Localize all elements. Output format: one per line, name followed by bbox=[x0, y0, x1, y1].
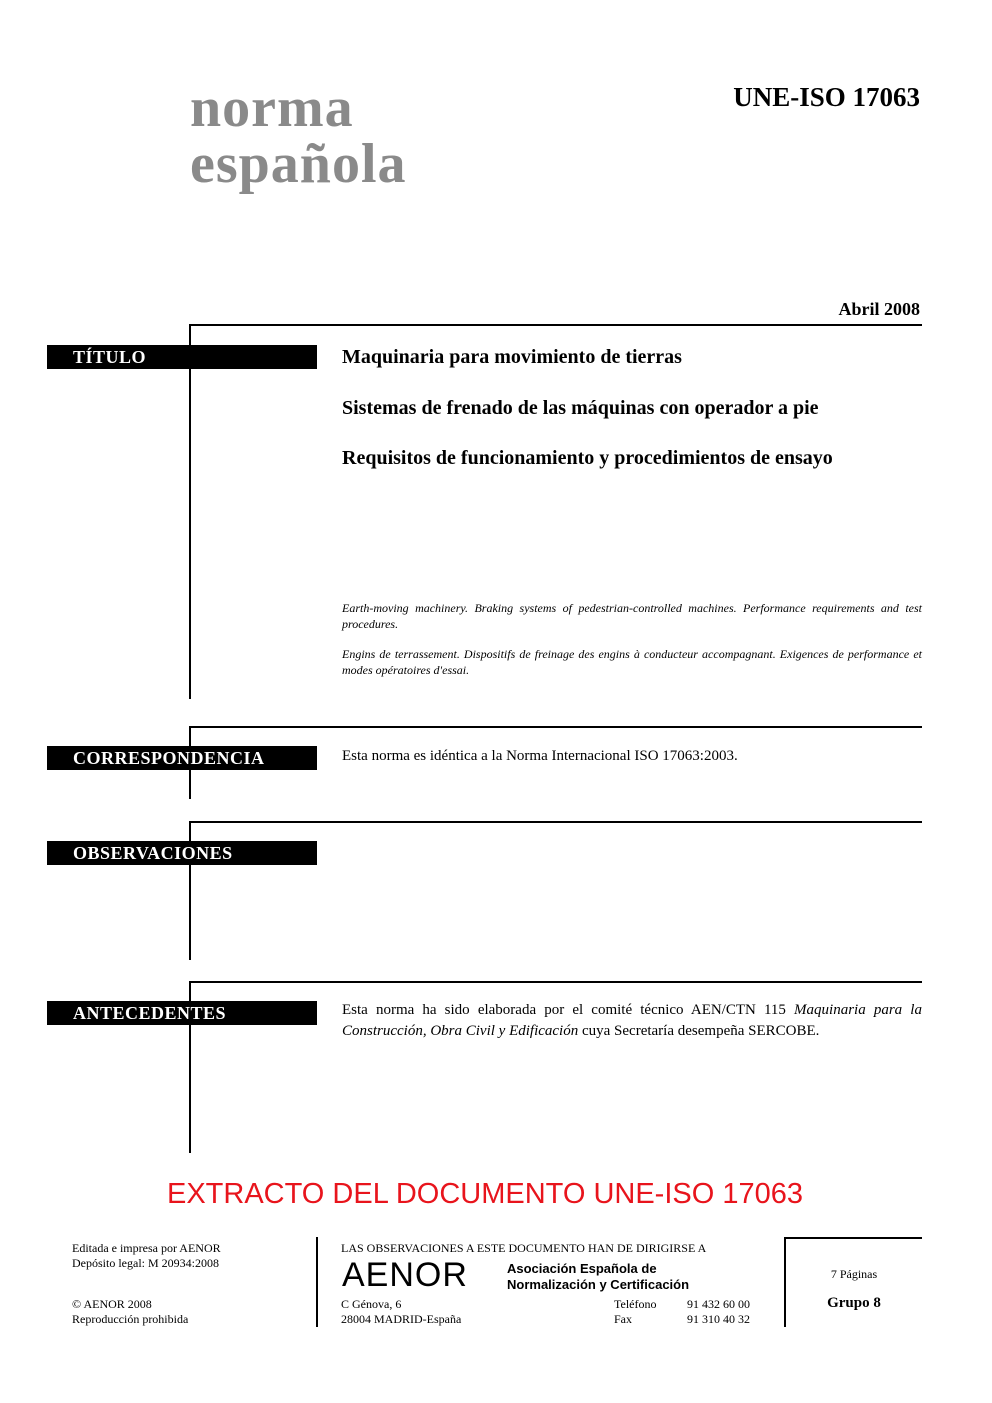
contact-values bbox=[687, 1297, 750, 1327]
footer-box-top bbox=[784, 1237, 922, 1239]
antecedentes-committee-name: Maquinaria para la Construcción, Obra Civil y Edificación bbox=[342, 1002, 922, 1039]
fax-value: 91 310 40 32 bbox=[687, 1312, 750, 1326]
edited-by: Editada e impresa por AENOR bbox=[72, 1241, 221, 1255]
title-line-2: Sistemas de frenado de las máquinas con operador a pie bbox=[342, 397, 819, 419]
title-line-3: Requisitos de funcionamiento y procedimientos de ensayo bbox=[342, 447, 833, 469]
section-frame-titulo bbox=[189, 324, 191, 699]
brand-line-2: española bbox=[190, 133, 407, 195]
brand-title bbox=[190, 77, 407, 195]
phone-label: Teléfono bbox=[614, 1297, 657, 1311]
section-divider-observaciones bbox=[189, 821, 922, 823]
footer-divider-left bbox=[316, 1237, 318, 1327]
footer-edition-info bbox=[72, 1241, 221, 1271]
antecedentes-text-before: Esta norma ha sido elaborada por el comité técnico AEN/CTN 115 bbox=[342, 1002, 795, 1018]
contact-labels bbox=[614, 1297, 656, 1327]
brand-line-1: norma bbox=[190, 77, 354, 139]
antecedentes-text-after: cuya Secretaría desempeña SERCOBE. bbox=[578, 1023, 820, 1039]
title-line-1: Maquinaria para movimiento de tierras bbox=[342, 346, 682, 368]
page-count: 7 Páginas bbox=[830, 1267, 878, 1281]
correspondencia-text: Esta norma es idéntica a la Norma Internacional ISO 17063:2003. bbox=[342, 748, 738, 764]
price-group: Grupo 8 bbox=[827, 1295, 881, 1311]
section-divider-antecedentes bbox=[189, 981, 922, 983]
org-line-2: Normalización y Certificación bbox=[507, 1277, 690, 1292]
publication-date: Abril 2008 bbox=[838, 299, 920, 319]
aenor-address bbox=[341, 1297, 461, 1327]
aenor-logo: AENOR bbox=[342, 1256, 468, 1294]
standard-code: UNE-ISO 17063 bbox=[733, 82, 920, 112]
section-label-observaciones: OBSERVACIONES bbox=[47, 841, 317, 865]
section-label-correspondencia: CORRESPONDENCIA bbox=[47, 746, 317, 770]
org-line-1: Asociación Española de bbox=[507, 1261, 657, 1276]
footer-copyright-info bbox=[72, 1297, 188, 1327]
antecedentes-text bbox=[342, 1000, 922, 1042]
reproduction-notice: Reproducción prohibida bbox=[72, 1312, 189, 1326]
footer-box-left bbox=[784, 1237, 786, 1327]
legal-deposit: Depósito legal: M 20934:2008 bbox=[72, 1256, 219, 1270]
fax-label: Fax bbox=[614, 1312, 632, 1326]
extract-notice: EXTRACTO DEL DOCUMENTO UNE-ISO 17063 bbox=[166, 1178, 803, 1210]
section-divider-correspondencia bbox=[189, 726, 922, 728]
section-label-antecedentes: ANTECEDENTES bbox=[47, 1001, 317, 1025]
address-line-1: C Génova, 6 bbox=[341, 1297, 402, 1311]
section-divider-titulo bbox=[189, 324, 922, 326]
aenor-organization-name bbox=[507, 1261, 689, 1293]
address-line-2: 28004 MADRID-España bbox=[341, 1312, 462, 1326]
title-english: Earth-moving machinery. Braking systems of pedestrian-controlled machines. Performance requirements and test procedures. bbox=[342, 601, 922, 631]
title-french: Engins de terrassement. Dispositifs de freinage des engins à conducteur accompagnant. Exigences de performance et modes opératoires d'essai. bbox=[342, 647, 922, 677]
phone-value: 91 432 60 00 bbox=[687, 1297, 750, 1311]
section-label-titulo: TÍTULO bbox=[47, 345, 317, 369]
copyright: © AENOR 2008 bbox=[72, 1297, 152, 1311]
observations-notice: LAS OBSERVACIONES A ESTE DOCUMENTO HAN DE DIRIGIRSE A bbox=[341, 1241, 707, 1255]
